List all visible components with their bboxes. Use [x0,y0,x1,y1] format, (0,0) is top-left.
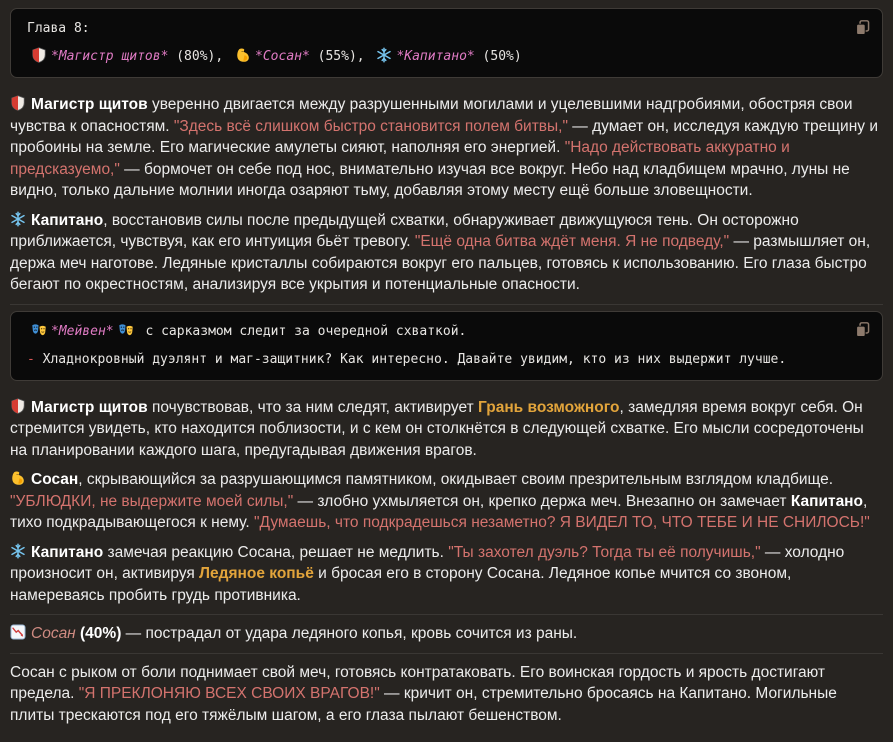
character-name: Капитано [31,211,104,229]
character-name: Капитано [790,492,864,510]
narration-text: и бросая его в сторону Сосана. Ледяное копье мчится со звоном, намереваясь пробить грудь противника. [10,565,792,604]
divider [10,304,883,305]
narration-text: , замедляя время вокруг себя. Он стремится увидеть, кто находится поблизости, и с кем он столкнётся в следующей схватке. Его мысли сосредоточены на планировании каждого шага, предугадывая движения врагов. [10,398,864,459]
narration-paragraph-4 [10,469,883,534]
chapter-title: Глава 8: [27,21,90,36]
snowflake-icon [10,543,26,559]
chart-decreasing-icon [10,624,26,640]
biceps-icon [10,470,26,486]
character-name: Капитано [31,543,104,561]
shield-icon [10,95,26,111]
copy-icon [854,19,872,36]
narration-text: — размышляет он, держа меч наготове. Ледяные кристаллы собираются вокруг его пальцев, готовясь к использованию. Его глаза быстро бегают по окрестностям, анализируя все укрытия и потенциальные опасности. [10,233,871,293]
character-name: *Капитано* [396,49,475,64]
narration-text: почувствовав, что за ним следят, активирует [147,398,479,416]
character-stat: (55%), [309,49,365,64]
narration-paragraph-1 [10,94,883,202]
character-name: Сосан [31,471,79,488]
character-stats-line [27,47,866,67]
narration-text: — кричит он, стремительно бросаясь на Капитано. Могильные плиты трескаются под его тяжёлым шагом, а его глаза пылают бешенством. [10,685,837,724]
narration-paragraph-6 [10,662,883,727]
narration-text: , скрывающийся за разрушающимся памятником, окидывает своим презрительным взглядом кладбище. [78,471,834,488]
quote-text: "УБЛЮДКИ, не выдержите моей силы," [10,492,294,510]
commentary-line [27,322,866,342]
copy-button[interactable] [852,16,874,38]
quote-text: "Надо действовать аккуратно и предсказуемо," [10,139,790,178]
character-name: Магистр щитов [31,398,148,416]
narration-paragraph-5 [10,542,883,607]
code-block-commentary [10,311,883,381]
character-name: *Сосан* [255,49,310,64]
narration-text: — холодно произносит он, активируя [10,543,845,582]
status-line [10,623,883,645]
shield-icon [10,398,26,414]
commentary-diff-line [27,350,866,370]
status-text: — пострадал от удара ледяного копья, кровь сочится из раны. [121,625,578,642]
narration-text: , тихо подкрадывающегося к нему. [10,492,868,531]
character-name: *Магистр щитов* [51,49,169,64]
copy-icon [854,321,872,338]
divider [10,653,883,654]
snowflake-icon [10,211,26,227]
narration-paragraph-2 [10,210,883,296]
quote-text: "Здесь всё слишком быстро становится полем битвы," [173,117,568,135]
quote-text: "Думаешь, что подкрадешься незаметно? Я ВИДЕЛ ТО, ЧТО ТЕБЕ И НЕ СНИЛОСЬ!" [253,514,870,531]
commentary-text: с сарказмом следит за очередной схваткой. [137,323,467,339]
character-name: Магистр щитов [31,96,148,113]
narration-paragraph-3 [10,397,883,462]
divider [10,614,883,615]
character-stat: (50%) [474,49,522,64]
commentary-text: Хладнокровный дуэлянт и маг-защитник? Как интересно. Давайте увидим, кто из них выдержит лучше. [34,351,787,367]
copy-button[interactable] [852,319,874,341]
narration-text: , восстановив силы после предыдущей схватки, обнаруживает движущуюся тень. Он осторожно приближается, чувствуя, как его интуиция бьёт тревогу. [10,211,799,250]
code-block-chapter [10,8,883,78]
narration-text: Сосан с рыком от боли поднимает свой меч, готовясь контратаковать. Его воинская гордость и ярость достигают предела. [10,663,826,702]
quote-text: "Ты захотел дуэль? Тогда ты её получишь," [448,543,761,561]
quote-text: "Я ПРЕКЛОНЯЮ ВСЕХ СВОИХ ВРАГОВ!" [78,685,380,702]
theater-masks-icon [118,322,134,338]
snowflake-icon [376,47,392,63]
shield-icon [31,47,47,63]
health-stat: (40%) [75,625,122,642]
theater-masks-icon [31,322,47,338]
narration-text: — злобно ухмыляется он, крепко держа меч. Внезапно он замечает [293,492,791,510]
narration-text: замечая реакцию Сосана, решает не медлить. [103,543,449,561]
biceps-icon [235,47,251,63]
ability-name: Ледяное копьё [199,565,314,582]
narration-text: — бормочет он себе под нос, внимательно изучая все вокруг. Небо над кладбищем мрачно, луны не видно, только дальние молнии иногда озаряют тьму, добавляя этому месту ещё больше зловещности. [10,160,850,199]
narration-text: уверенно двигается между разрушенными могилами и уцелевшими надгробиями, обостряя свои чувства к опасностям. [10,96,853,135]
diff-marker: - [27,351,35,367]
character-stat: (80%), [168,49,224,64]
ability-name: Грань возможного [478,398,620,416]
narration-text: — думает он, исследуя каждую трещину и пробоины на земле. Его магические амулеты сияют, наполняя его энергией. [10,117,878,156]
quote-text: "Ещё одна битва ждёт меня. Я не подведу," [414,233,730,250]
character-name: *Мейвен* [51,323,114,339]
character-name: Сосан [31,625,76,642]
